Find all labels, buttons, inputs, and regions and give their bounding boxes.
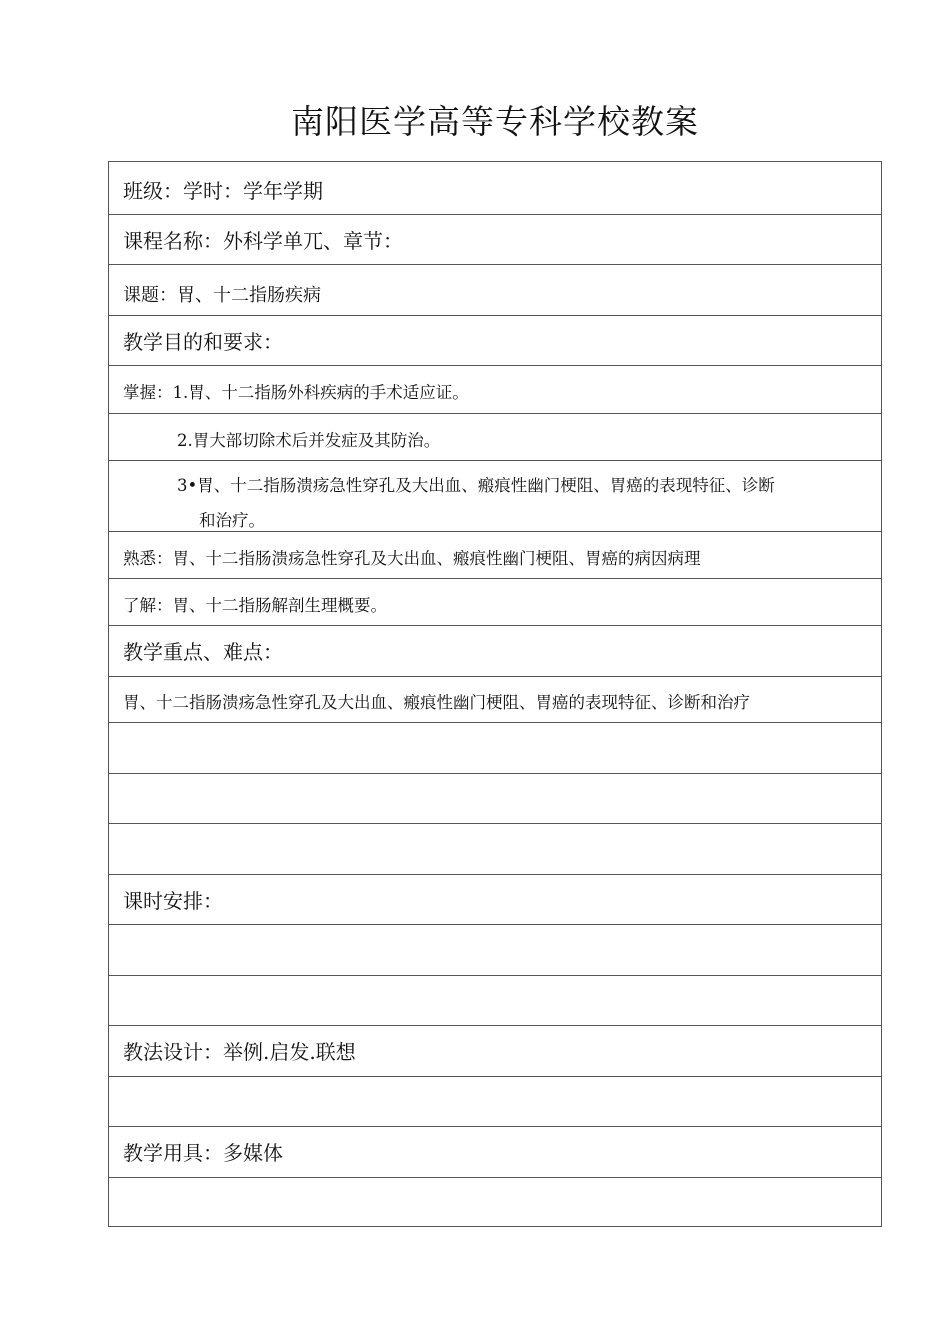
row-master-1 [109,365,881,413]
course-text: 课程名称：外科学单兀、章节： [123,229,403,253]
understand-text: 了解：胃、十二指肠解剖生理概要。 [123,596,387,615]
master-item-3-line1: 3•胃、十二指肠溃疡急性穿孔及大出血、瘢痕性幽门梗阻、胃癌的表现特征、诊断 [177,476,775,495]
row-blank-4 [109,924,881,975]
row-blank-5 [109,975,881,1025]
page-title: 南阳医学高等专科学校教案 [291,102,699,141]
row-blank-1 [109,722,881,773]
tools-text: 教学用具：多媒体 [123,1141,283,1165]
row-keypoints-heading [109,625,881,676]
master-item-1: 掌握：1.胃、十二指肠外科疾病的手术适应证。 [123,383,469,402]
row-keypoints [109,676,881,722]
row-schedule-heading [109,874,881,924]
familiar-text: 熟悉：胃、十二指肠溃疡急性穿孔及大出血、瘢痕性幽门梗阻、胃癌的病因病理 [123,549,701,568]
row-class-info [109,162,881,214]
row-familiar [109,531,881,578]
row-blank-3 [109,823,881,874]
row-method [109,1025,881,1076]
row-topic [109,264,881,315]
keypoints-text: 胃、十二指肠溃疡急性穿孔及大出血、瘢痕性幽门梗阻、胃癌的表现特征、诊断和治疗 [123,693,750,712]
method-text: 教法设计：举例.启发.联想 [123,1040,356,1064]
row-master-2 [109,413,881,460]
row-blank-2 [109,773,881,823]
row-objectives-heading [109,315,881,365]
row-understand [109,578,881,625]
topic-text: 课题：胃、十二指肠疾病 [123,285,321,306]
master-item-3-line2: 和治疗。 [199,511,265,530]
row-blank-6 [109,1076,881,1126]
keypoints-heading: 教学重点、难点： [123,640,283,664]
lesson-plan-table [108,161,882,1227]
row-course [109,214,881,264]
row-tools [109,1126,881,1177]
row-blank-7 [109,1177,881,1226]
schedule-heading: 课时安排： [123,889,223,913]
master-item-2: 2.胃大部切除术后并发症及其防治。 [177,431,441,450]
class-info-text: 班级：学时：学年学期 [123,179,323,203]
objectives-heading: 教学目的和要求： [123,330,283,354]
row-master-3 [109,460,881,531]
